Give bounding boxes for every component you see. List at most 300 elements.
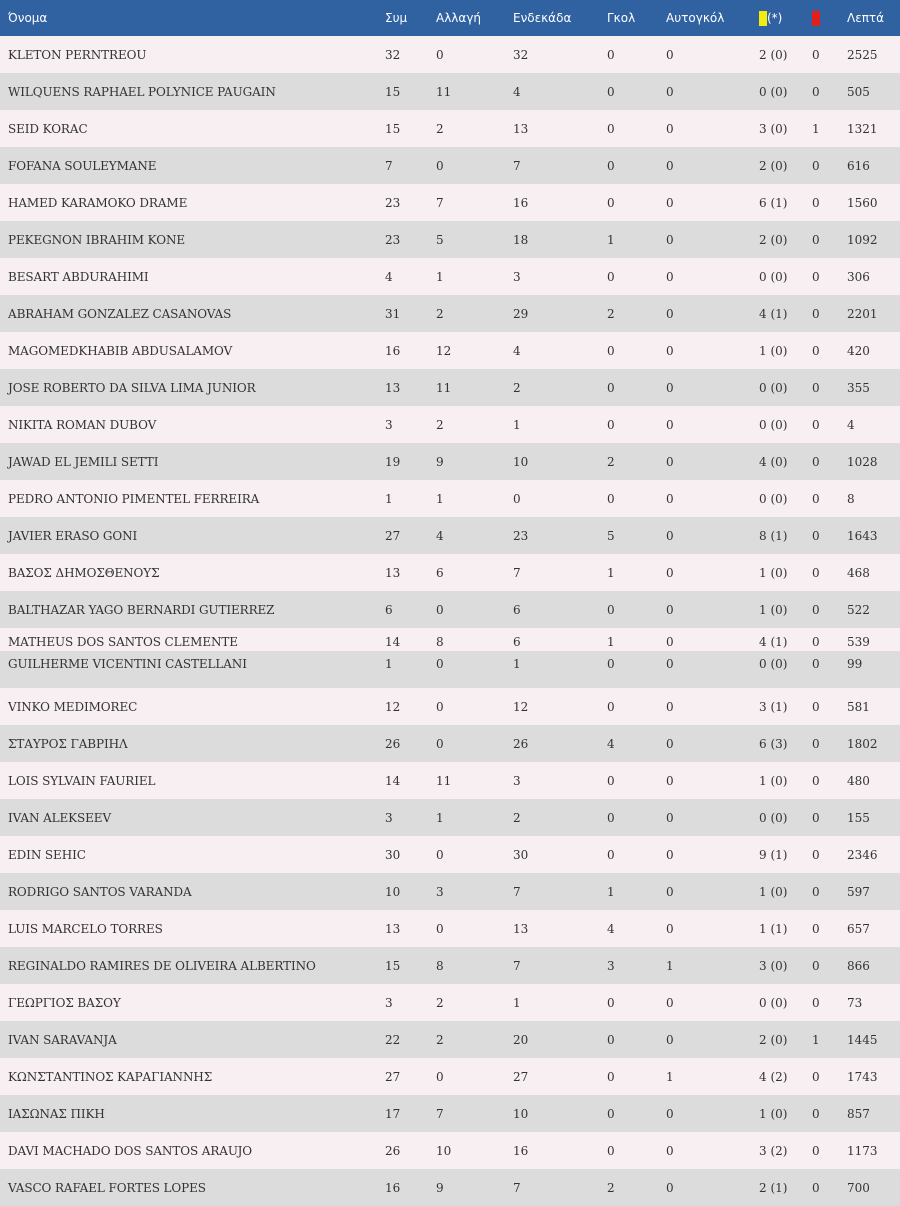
- player-name: ΓΕΩΡΓΙΟΣ ΒΑΣΟΥ: [8, 995, 121, 1010]
- player-subs: 1: [436, 810, 444, 825]
- player-goals: 4: [607, 736, 615, 751]
- player-yellow-cards: 0 (0): [759, 995, 788, 1010]
- player-goals: 0: [607, 417, 615, 432]
- table-row: [0, 517, 900, 554]
- player-name: BALTHAZAR YAGO BERNARDI GUTIERREZ: [8, 602, 275, 617]
- player-subs: 3: [436, 884, 444, 899]
- player-own-goals: 0: [666, 158, 674, 173]
- player-goals: 0: [607, 47, 615, 62]
- player-minutes: 505: [847, 84, 870, 99]
- player-starts: 2: [513, 810, 521, 825]
- player-name: VASCO RAFAEL FORTES LOPES: [8, 1180, 206, 1195]
- player-goals: 1: [607, 884, 615, 899]
- player-red-cards: 0: [812, 958, 820, 973]
- player-apps: 26: [385, 736, 401, 751]
- player-minutes: 539: [847, 635, 870, 649]
- player-yellow-cards: 0 (0): [759, 269, 788, 284]
- table-row: [0, 1169, 900, 1206]
- player-starts: 30: [513, 847, 529, 862]
- player-own-goals: 0: [666, 47, 674, 62]
- player-goals: 2: [607, 306, 615, 321]
- player-goals: 0: [607, 810, 615, 825]
- player-starts: 29: [513, 306, 529, 321]
- player-apps: 23: [385, 195, 401, 210]
- player-goals: 0: [607, 995, 615, 1010]
- player-name: LUIS MARCELO TORRES: [8, 921, 163, 936]
- player-own-goals: 1: [666, 958, 674, 973]
- player-goals: 0: [607, 84, 615, 99]
- player-apps: 14: [385, 773, 401, 788]
- player-goals: 0: [607, 1032, 615, 1047]
- player-name: SEID KORAC: [8, 121, 88, 136]
- player-starts: 18: [513, 232, 529, 247]
- header-yellow-suffix: (*): [767, 10, 783, 25]
- table-row: [0, 591, 900, 628]
- player-name: PEDRO ANTONIO PIMENTEL FERREIRA: [8, 491, 260, 506]
- player-goals: 0: [607, 1106, 615, 1121]
- player-minutes: 155: [847, 810, 870, 825]
- player-red-cards: 0: [812, 47, 820, 62]
- header-goals[interactable]: Γκολ: [607, 11, 636, 25]
- player-yellow-cards: 2 (0): [759, 47, 788, 62]
- table-row: [0, 628, 900, 651]
- player-yellow-cards: 0 (0): [759, 380, 788, 395]
- player-yellow-cards: 1 (0): [759, 773, 788, 788]
- player-name: ABRAHAM GONZALEZ CASANOVAS: [8, 306, 232, 321]
- player-apps: 10: [385, 884, 401, 899]
- player-red-cards: 0: [812, 454, 820, 469]
- player-minutes: 1743: [847, 1069, 878, 1084]
- player-red-cards: 0: [812, 657, 820, 671]
- player-subs: 2: [436, 417, 444, 432]
- player-red-cards: 0: [812, 602, 820, 617]
- table-row: [0, 480, 900, 517]
- player-yellow-cards: 6 (1): [759, 195, 788, 210]
- player-minutes: 522: [847, 602, 870, 617]
- player-minutes: 2525: [847, 47, 878, 62]
- player-minutes: 420: [847, 343, 870, 358]
- player-starts: 3: [513, 269, 521, 284]
- player-minutes: 1321: [847, 121, 878, 136]
- player-goals: 1: [607, 232, 615, 247]
- player-starts: 10: [513, 1106, 529, 1121]
- player-subs: 0: [436, 847, 444, 862]
- player-starts: 20: [513, 1032, 529, 1047]
- player-own-goals: 0: [666, 380, 674, 395]
- player-own-goals: 0: [666, 921, 674, 936]
- player-goals: 2: [607, 1180, 615, 1195]
- player-subs: 6: [436, 565, 444, 580]
- player-own-goals: 1: [666, 1069, 674, 1084]
- player-subs: 9: [436, 454, 444, 469]
- player-subs: 2: [436, 306, 444, 321]
- player-subs: 9: [436, 1180, 444, 1195]
- player-own-goals: 0: [666, 995, 674, 1010]
- player-goals: 3: [607, 958, 615, 973]
- table-row: [0, 258, 900, 295]
- player-goals: 0: [607, 121, 615, 136]
- player-starts: 1: [513, 657, 521, 671]
- player-starts: 10: [513, 454, 529, 469]
- player-red-cards: 0: [812, 995, 820, 1010]
- player-yellow-cards: 2 (0): [759, 232, 788, 247]
- player-yellow-cards: 2 (0): [759, 158, 788, 173]
- player-own-goals: 0: [666, 565, 674, 580]
- player-goals: 0: [607, 1069, 615, 1084]
- player-own-goals: 0: [666, 343, 674, 358]
- player-apps: 23: [385, 232, 401, 247]
- player-yellow-cards: 4 (1): [759, 635, 788, 649]
- player-apps: 27: [385, 528, 401, 543]
- player-apps: 7: [385, 158, 393, 173]
- player-red-cards: 0: [812, 1180, 820, 1195]
- player-yellow-cards: 0 (0): [759, 417, 788, 432]
- player-apps: 1: [385, 657, 393, 671]
- player-starts: 4: [513, 84, 521, 99]
- table-row: [0, 762, 900, 799]
- table-row: [0, 36, 900, 73]
- player-yellow-cards: 1 (1): [759, 921, 788, 936]
- table-row: [0, 221, 900, 258]
- player-subs: 12: [436, 343, 452, 358]
- player-subs: 10: [436, 1143, 452, 1158]
- player-own-goals: 0: [666, 84, 674, 99]
- player-name: RODRIGO SANTOS VARANDA: [8, 884, 192, 899]
- player-red-cards: 0: [812, 528, 820, 543]
- player-name: FOFANA SOULEYMANE: [8, 158, 157, 173]
- player-red-cards: 0: [812, 380, 820, 395]
- player-minutes: 857: [847, 1106, 870, 1121]
- table-row: [0, 332, 900, 369]
- player-starts: 13: [513, 121, 529, 136]
- player-name: HAMED KARAMOKO DRAME: [8, 195, 188, 210]
- player-own-goals: 0: [666, 773, 674, 788]
- table-row: [0, 369, 900, 406]
- player-subs: 0: [436, 158, 444, 173]
- player-yellow-cards: 2 (0): [759, 1032, 788, 1047]
- player-red-cards: 1: [812, 121, 820, 136]
- player-minutes: 581: [847, 699, 870, 714]
- player-red-cards: 0: [812, 1069, 820, 1084]
- player-goals: 0: [607, 1143, 615, 1158]
- player-apps: 31: [385, 306, 401, 321]
- player-red-cards: 0: [812, 269, 820, 284]
- player-own-goals: 0: [666, 884, 674, 899]
- player-own-goals: 0: [666, 1180, 674, 1195]
- player-apps: 16: [385, 343, 401, 358]
- player-minutes: 355: [847, 380, 870, 395]
- player-goals: 0: [607, 699, 615, 714]
- player-goals: 0: [607, 773, 615, 788]
- player-starts: 4: [513, 343, 521, 358]
- header-minutes[interactable]: Λεπτά: [847, 11, 885, 25]
- player-starts: 32: [513, 47, 529, 62]
- player-subs: 1: [436, 491, 444, 506]
- table-row: [0, 1095, 900, 1132]
- player-goals: 5: [607, 528, 615, 543]
- player-name: WILQUENS RAPHAEL POLYNICE PAUGAIN: [8, 84, 276, 99]
- player-name: ΙΑΣΩΝΑΣ ΠΙΚΗ: [8, 1106, 105, 1121]
- player-red-cards: 0: [812, 84, 820, 99]
- header-red-cards[interactable]: [812, 0, 847, 36]
- player-own-goals: 0: [666, 306, 674, 321]
- player-subs: 0: [436, 657, 444, 671]
- player-own-goals: 0: [666, 491, 674, 506]
- player-own-goals: 0: [666, 1032, 674, 1047]
- table-row: [0, 443, 900, 480]
- player-apps: 14: [385, 635, 401, 649]
- player-goals: 0: [607, 657, 615, 671]
- player-yellow-cards: 0 (0): [759, 491, 788, 506]
- player-starts: 23: [513, 528, 529, 543]
- player-starts: 7: [513, 158, 521, 173]
- player-starts: 7: [513, 1180, 521, 1195]
- player-apps: 3: [385, 417, 393, 432]
- player-goals: 1: [607, 565, 615, 580]
- player-name: PEKEGNON IBRAHIM KONE: [8, 232, 186, 247]
- table-row: [0, 406, 900, 443]
- player-name: ΒΑΣΟΣ ΔΗΜΟΣΘΕΝΟΥΣ: [8, 565, 160, 580]
- player-own-goals: 0: [666, 121, 674, 136]
- player-subs: 0: [436, 921, 444, 936]
- player-yellow-cards: 0 (0): [759, 810, 788, 825]
- player-name: DAVI MACHADO DOS SANTOS ARAUJO: [8, 1143, 253, 1158]
- player-subs: 8: [436, 958, 444, 973]
- player-name: JAWAD EL JEMILI SETTI: [8, 454, 159, 469]
- player-yellow-cards: 3 (1): [759, 699, 788, 714]
- player-apps: 17: [385, 1106, 401, 1121]
- player-apps: 4: [385, 269, 393, 284]
- table-row: [0, 947, 900, 984]
- player-minutes: 1802: [847, 736, 878, 751]
- player-goals: 1: [607, 635, 615, 649]
- player-own-goals: 0: [666, 1106, 674, 1121]
- player-red-cards: 0: [812, 699, 820, 714]
- player-yellow-cards: 0 (0): [759, 84, 788, 99]
- player-name: IVAN ALEKSEEV: [8, 810, 112, 825]
- player-name: ΚΩΝΣΤΑΝΤΙΝΟΣ ΚΑΡΑΓΙΑΝΝΗΣ: [8, 1069, 213, 1084]
- player-name: KLETON PERNTREOU: [8, 47, 147, 62]
- player-subs: 11: [436, 380, 452, 395]
- player-minutes: 1028: [847, 454, 878, 469]
- player-starts: 3: [513, 773, 521, 788]
- player-starts: 2: [513, 380, 521, 395]
- player-subs: 5: [436, 232, 444, 247]
- player-starts: 7: [513, 958, 521, 973]
- table-row: [0, 184, 900, 221]
- table-row: [0, 147, 900, 184]
- player-starts: 1: [513, 417, 521, 432]
- player-apps: 22: [385, 1032, 401, 1047]
- player-apps: 13: [385, 565, 401, 580]
- player-name: IVAN SARAVANJA: [8, 1032, 117, 1047]
- player-subs: 0: [436, 47, 444, 62]
- player-goals: 4: [607, 921, 615, 936]
- table-row: [0, 984, 900, 1021]
- header-yellow-cards[interactable]: [759, 0, 812, 36]
- table-row: [0, 688, 900, 725]
- player-starts: 16: [513, 1143, 529, 1158]
- player-name: NIKITA ROMAN DUBOV: [8, 417, 157, 432]
- player-goals: 0: [607, 380, 615, 395]
- player-minutes: 73: [847, 995, 863, 1010]
- player-subs: 11: [436, 773, 452, 788]
- player-red-cards: 0: [812, 565, 820, 580]
- player-red-cards: 0: [812, 343, 820, 358]
- player-minutes: 2346: [847, 847, 878, 862]
- player-name: ΣΤΑΥΡΟΣ ΓΑΒΡΙΗΛ: [8, 736, 128, 751]
- red-card-icon: [812, 11, 820, 26]
- player-goals: 0: [607, 158, 615, 173]
- player-own-goals: 0: [666, 810, 674, 825]
- player-red-cards: 0: [812, 736, 820, 751]
- player-minutes: 1560: [847, 195, 878, 210]
- table-row: [0, 295, 900, 332]
- yellow-card-icon: [759, 11, 767, 26]
- player-name: MAGOMEDKHABIB ABDUSALAMOV: [8, 343, 233, 358]
- player-minutes: 468: [847, 565, 870, 580]
- player-subs: 7: [436, 1106, 444, 1121]
- header-starts[interactable]: Ενδεκάδα: [513, 11, 572, 25]
- player-own-goals: 0: [666, 736, 674, 751]
- player-red-cards: 0: [812, 921, 820, 936]
- player-minutes: 306: [847, 269, 870, 284]
- player-yellow-cards: 8 (1): [759, 528, 788, 543]
- player-red-cards: 0: [812, 635, 820, 649]
- player-minutes: 616: [847, 158, 870, 173]
- player-minutes: 1643: [847, 528, 878, 543]
- player-goals: 0: [607, 195, 615, 210]
- player-subs: 1: [436, 269, 444, 284]
- player-own-goals: 0: [666, 232, 674, 247]
- player-own-goals: 0: [666, 602, 674, 617]
- player-subs: 4: [436, 528, 444, 543]
- table-row: [0, 799, 900, 836]
- player-minutes: 657: [847, 921, 870, 936]
- table-row: [0, 1021, 900, 1058]
- player-apps: 6: [385, 602, 393, 617]
- player-subs: 2: [436, 121, 444, 136]
- table-row: [0, 651, 900, 688]
- player-subs: 2: [436, 1032, 444, 1047]
- player-goals: 2: [607, 454, 615, 469]
- player-yellow-cards: 1 (0): [759, 565, 788, 580]
- player-goals: 0: [607, 602, 615, 617]
- player-apps: 30: [385, 847, 401, 862]
- player-apps: 12: [385, 699, 401, 714]
- player-yellow-cards: 0 (0): [759, 657, 788, 671]
- player-red-cards: 0: [812, 417, 820, 432]
- player-goals: 0: [607, 343, 615, 358]
- player-starts: 7: [513, 884, 521, 899]
- player-apps: 27: [385, 1069, 401, 1084]
- player-starts: 13: [513, 921, 529, 936]
- player-minutes: 480: [847, 773, 870, 788]
- player-name: JAVIER ERASO GONI: [8, 528, 138, 543]
- player-minutes: 1445: [847, 1032, 878, 1047]
- player-starts: 12: [513, 699, 529, 714]
- player-apps: 19: [385, 454, 401, 469]
- player-apps: 15: [385, 84, 401, 99]
- player-apps: 3: [385, 810, 393, 825]
- player-apps: 26: [385, 1143, 401, 1158]
- player-own-goals: 0: [666, 699, 674, 714]
- player-minutes: 1092: [847, 232, 878, 247]
- table-row: [0, 110, 900, 147]
- header-apps[interactable]: Συμ: [385, 11, 408, 25]
- player-red-cards: 1: [812, 1032, 820, 1047]
- player-yellow-cards: 1 (0): [759, 884, 788, 899]
- player-own-goals: 0: [666, 269, 674, 284]
- player-yellow-cards: 4 (2): [759, 1069, 788, 1084]
- player-yellow-cards: 1 (0): [759, 343, 788, 358]
- player-own-goals: 0: [666, 528, 674, 543]
- player-name: BESART ABDURAHIMI: [8, 269, 149, 284]
- player-yellow-cards: 6 (3): [759, 736, 788, 751]
- header-name[interactable]: Όνομα: [8, 11, 48, 25]
- player-name: REGINALDO RAMIRES DE OLIVEIRA ALBERTINO: [8, 958, 316, 973]
- player-apps: 1: [385, 491, 393, 506]
- header-own-goals[interactable]: Αυτογκόλ: [666, 11, 725, 25]
- player-subs: 7: [436, 195, 444, 210]
- player-minutes: 99: [847, 657, 863, 671]
- player-own-goals: 0: [666, 657, 674, 671]
- player-yellow-cards: 4 (0): [759, 454, 788, 469]
- player-own-goals: 0: [666, 1143, 674, 1158]
- player-starts: 0: [513, 491, 521, 506]
- player-apps: 13: [385, 921, 401, 936]
- player-starts: 7: [513, 565, 521, 580]
- player-apps: 15: [385, 121, 401, 136]
- player-apps: 15: [385, 958, 401, 973]
- table-row: [0, 873, 900, 910]
- player-yellow-cards: 3 (0): [759, 121, 788, 136]
- player-minutes: 4: [847, 417, 855, 432]
- player-name: EDIN SEHIC: [8, 847, 86, 862]
- player-starts: 16: [513, 195, 529, 210]
- player-red-cards: 0: [812, 847, 820, 862]
- player-apps: 3: [385, 995, 393, 1010]
- player-subs: 11: [436, 84, 452, 99]
- player-red-cards: 0: [812, 773, 820, 788]
- player-red-cards: 0: [812, 306, 820, 321]
- player-yellow-cards: 3 (0): [759, 958, 788, 973]
- player-name: JOSE ROBERTO DA SILVA LIMA JUNIOR: [8, 380, 256, 395]
- player-own-goals: 0: [666, 417, 674, 432]
- player-goals: 0: [607, 491, 615, 506]
- table-row: [0, 1132, 900, 1169]
- player-minutes: 700: [847, 1180, 870, 1195]
- player-starts: 6: [513, 635, 521, 649]
- player-goals: 0: [607, 847, 615, 862]
- table-row: [0, 910, 900, 947]
- player-starts: 1: [513, 995, 521, 1010]
- player-starts: 26: [513, 736, 529, 751]
- player-apps: 16: [385, 1180, 401, 1195]
- table-header-row: [0, 0, 900, 36]
- player-yellow-cards: 9 (1): [759, 847, 788, 862]
- player-yellow-cards: 1 (0): [759, 602, 788, 617]
- player-own-goals: 0: [666, 847, 674, 862]
- player-apps: 32: [385, 47, 401, 62]
- player-minutes: 8: [847, 491, 855, 506]
- player-own-goals: 0: [666, 195, 674, 210]
- header-subs[interactable]: Αλλαγή: [436, 11, 482, 25]
- player-minutes: 1173: [847, 1143, 878, 1158]
- player-red-cards: 0: [812, 195, 820, 210]
- table-row: [0, 554, 900, 591]
- player-subs: 8: [436, 635, 444, 649]
